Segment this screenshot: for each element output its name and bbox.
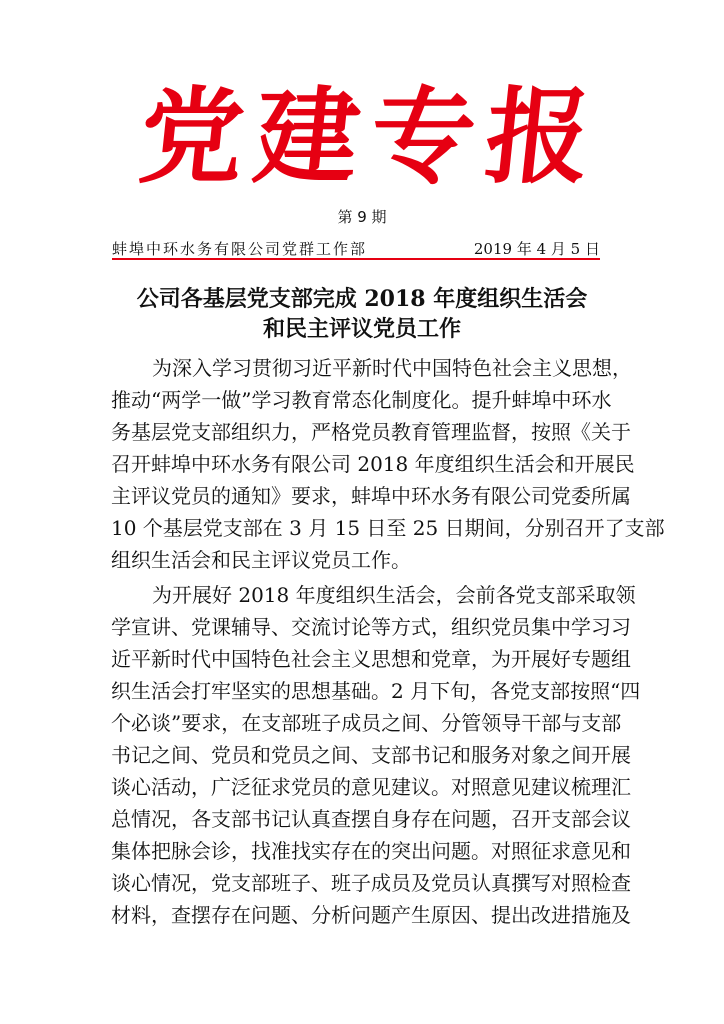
text-line: 推动“两学一做”学习教育常态化制度化。提升蚌埠中环水 bbox=[111, 388, 612, 412]
issue-number: 第 9 期 bbox=[337, 208, 387, 226]
publish-date: 2019 年 4 月 5 日 bbox=[473, 240, 600, 258]
text-line: 书记之间、党员和党员之间、支部书记和服务对象之间开展 bbox=[111, 743, 631, 767]
text-line: 为深入学习贯彻习近平新时代中国特色社会主义思想， bbox=[152, 356, 632, 380]
masthead-char: 建 bbox=[248, 75, 366, 198]
text-line: 10 个基层党支部在 3 月 15 日至 25 日期间，分别召开了支部 bbox=[111, 516, 665, 540]
article-body bbox=[111, 352, 665, 931]
text-line: 学宣讲、党课辅导、交流讨论等方式，组织党员集中学习习 bbox=[111, 615, 631, 639]
text-line: 谈心活动，广泛征求党员的意见建议。对照意见建议梳理汇 bbox=[111, 775, 631, 799]
paragraph bbox=[111, 579, 641, 931]
article-title-line1: 公司各基层党支部完成 2018 年度组织生活会 bbox=[136, 286, 588, 312]
masthead-char: 专 bbox=[364, 75, 482, 198]
red-divider bbox=[112, 258, 600, 260]
text-line: 召开蚌埠中环水务有限公司 2018 年度组织生活会和开展民 bbox=[111, 452, 635, 476]
text-line: 谈心情况，党支部班子、班子成员及党员认真撰写对照检查 bbox=[111, 871, 631, 895]
text-line: 织生活会打牢坚实的思想基础。2 月下旬，各党支部按照“四 bbox=[111, 679, 641, 703]
text-line: 务基层党支部组织力，严格党员教育管理监督，按照《关于 bbox=[111, 420, 631, 444]
text-line: 总情况，各支部书记认真查摆自身存在问题，召开支部会议 bbox=[111, 807, 631, 831]
masthead-char: 党 bbox=[133, 75, 251, 198]
paragraph bbox=[111, 352, 665, 576]
text-line: 组织生活会和民主评议党员工作。 bbox=[111, 548, 411, 572]
article-title-line2: 和民主评议党员工作 bbox=[262, 316, 461, 342]
text-line: 主评议党员的通知》要求，蚌埠中环水务有限公司党委所属 bbox=[111, 484, 631, 508]
masthead-char: 报 bbox=[479, 75, 597, 198]
publisher: 蚌埠中环水务有限公司党群工作部 bbox=[112, 240, 368, 258]
text-line: 集体把脉会诊，找准找实存在的突出问题。对照征求意见和 bbox=[111, 839, 631, 863]
text-line: 个必谈”要求，在支部班子成员之间、分管领导干部与支部 bbox=[111, 711, 622, 735]
text-line: 为开展好 2018 年度组织生活会，会前各党支部采取领 bbox=[152, 583, 636, 607]
text-line: 材料，查摆存在问题、分析问题产生原因、提出改进措施及 bbox=[111, 903, 631, 927]
masthead-title bbox=[133, 72, 597, 202]
header-row bbox=[112, 238, 600, 259]
text-line: 近平新时代中国特色社会主义思想和党章，为开展好专题组 bbox=[111, 647, 631, 671]
